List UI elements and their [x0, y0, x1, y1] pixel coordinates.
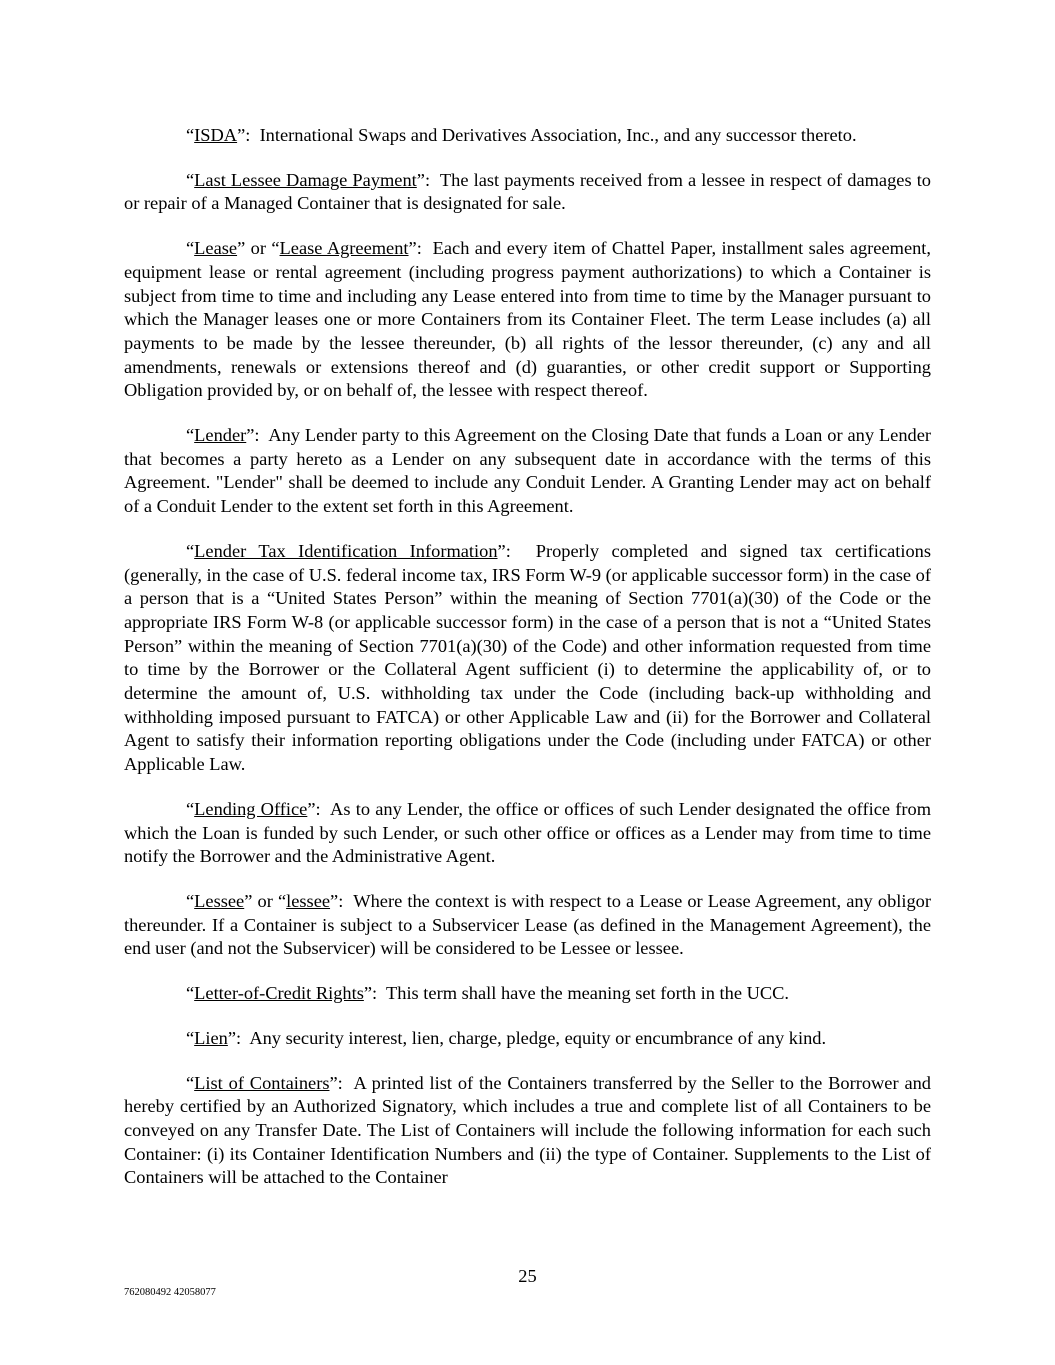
- definition-text: Properly completed and signed tax certifications (generally, in the case of U.S. federal income tax, IRS Form W-9 (or applicable successor form) in the case of a person that is a “United States Person” within the meaning of Section 7701(a)(30) of the Code or the appropriate IRS Form W-8 (or applicable successor form) in the case of a person that is not a “United States Person” within the meaning of Section 7701(a)(30) of the Code) and other information requested from time to time by the Borrower or the Collateral Agent sufficient (i) to determine the applicability of, or to determine the amount of, U.S. withholding tax under the Code (including back-up withholding and withholding imposed pursuant to FATCA) or other Applicable Law and (ii) for the Borrower and Collateral Agent to satisfy their information reporting obligations under the Code (including under FATCA) or other Applicable Law.: [124, 540, 932, 775]
- definition-text: International Swaps and Derivatives Association, Inc., and any successor thereto.: [259, 125, 857, 145]
- definition-isda: “ISDA”: International Swaps and Derivatives Association, Inc., and any successor thereto.: [186, 125, 857, 145]
- definition-last-lessee-damage-payment: “Last Lessee Damage Payment”: The last payments received from a lessee in respect of damages to or repair of a Managed Container that is designated for sale.: [124, 169, 931, 214]
- defined-term: ISDA: [194, 125, 238, 145]
- defined-term: Letter-of-Credit Rights: [194, 983, 364, 1004]
- document-id: 762080492 42058077: [124, 1287, 216, 1298]
- definition-text: Any security interest, lien, charge, pledge, equity or encumbrance of any kind.: [249, 1027, 827, 1048]
- page-number: 25: [518, 1266, 537, 1286]
- definition-text: Where the context is with respect to a Lease or Lease Agreement, any obligor thereunder. If a Container is subject to a Subservicer Lease (as defined in the Management Agreement), the end user (and not the Subservicer) will be considered to be Lessee or lessee.: [124, 890, 932, 959]
- defined-term: Last Lessee Damage Payment: [194, 169, 417, 190]
- defined-term: Lending Office: [194, 798, 308, 819]
- defined-term: Lease: [194, 238, 238, 259]
- defined-term: Lessee: [194, 890, 245, 911]
- defined-term: Lien: [194, 1027, 228, 1048]
- definition-text: Any Lender party to this Agreement on the Closing Date that funds a Loan or any Lender that becomes a party hereto as a Lender on any subsequent date in accordance with the terms of this Agreement. "Lender" shall be deemed to include any Conduit Lender. A Granting Lender may act on behalf of a Conduit Lender to the extent set forth in this Agreement.: [124, 425, 932, 517]
- definition-text: As to any Lender, the office or offices of such Lender designated the office from which the Loan is funded by such Lender, or such other office or offices as a Lender may from time to time notify the Borrower and the Administrative Agent.: [124, 798, 931, 867]
- definition-lease: “Lease” or “Lease Agreement”: Each and every item of Chattel Paper, installment sales agreement, equipment lease or rental agreement (including progress payment authorizations) to which a Container is subject from time to time and including any Lease entered into from time to time by the Manager pursuant to which the Manager leases one or more Containers from its Container Fleet. The term Lease includes (a) all payments to be made by the lessee thereunder, (b) all rights of the lessor thereunder, (c) any and all amendments, renewals or extensions thereof and (d) guaranties, or other credit support or Supporting Obligation provided by, or on behalf of, the lessee with respect thereof.: [124, 238, 932, 401]
- defined-term: Lender Tax Identification Information: [194, 540, 498, 561]
- defined-term: List of Containers: [194, 1072, 330, 1093]
- definition-text: Each and every item of Chattel Paper, installment sales agreement, equipment lease or rental agreement (including progress payment authorizations) to which a Container is subject from time to time and including any Lease entered into from time to time by the Manager pursuant to which the Manager leases one or more Containers from its Container Fleet. The term Lease includes (a) all payments to be made by the lessee thereunder, (b) all rights of the lessor thereunder, (c) any and all amendments, renewals or extensions thereof and (d) guaranties, or other credit support or Supporting Obligation provided by, or on behalf of, the lessee with respect thereof.: [124, 238, 932, 401]
- definition-text: A printed list of the Containers transferred by the Seller to the Borrower and hereby certified by an Authorized Signatory, which includes a true and complete list of all Containers to be conveyed on any Transfer Date. The List of Containers will include the following information for each such Container: (i) its Container Identification Numbers and (ii) the type of Container. Supplements to the List of Containers will be attached to the Container: [124, 1072, 932, 1188]
- definition-list-of-containers: “List of Containers”: A printed list of the Containers transferred by the Seller to the Borrower and hereby certified by an Authorized Signatory, which includes a true and complete list of all Containers to be conveyed on any Transfer Date. The List of Containers will include the following information for each such Container: (i) its Container Identification Numbers and (ii) the type of Container. Supplements to the List of Containers will be attached to the Container: [124, 1072, 932, 1188]
- definition-lender-tax-identification-information: “Lender Tax Identification Information”: Properly completed and signed tax certifications (generally, in the case of U.S. federal income tax, IRS Form W-9 (or applicable successor form) in the case of a person that is a “United States Person” within the meaning of Section 7701(a)(30) of the Code or the appropriate IRS Form W-8 (or applicable successor form) in the case of a person that is not a “United States Person” within the meaning of Section 7701(a)(30) of the Code) and other information requested from time to time by the Borrower or the Collateral Agent sufficient (i) to determine the applicability of, or to determine the amount of, U.S. withholding tax under the Code (including back-up withholding and withholding imposed pursuant to FATCA) or other Applicable Law and (ii) for the Borrower and Collateral Agent to satisfy their information reporting obligations under the Code (including under FATCA) or other Applicable Law.: [124, 540, 932, 775]
- defined-term: Lender: [194, 425, 247, 446]
- definition-lending-office: “Lending Office”: As to any Lender, the office or offices of such Lender designated the office from which the Loan is funded by such Lender, or such other office or offices as a Lender may from time to time notify the Borrower and the Administrative Agent.: [124, 798, 931, 867]
- definition-lien: “Lien”: Any security interest, lien, charge, pledge, equity or encumbrance of any kind.: [186, 1027, 827, 1048]
- definition-lender: “Lender”: Any Lender party to this Agreement on the Closing Date that funds a Loan or any Lender that becomes a party hereto as a Lender on any subsequent date in accordance with the terms of this Agreement. "Lender" shall be deemed to include any Conduit Lender. A Granting Lender may act on behalf of a Conduit Lender to the extent set forth in this Agreement.: [124, 425, 932, 517]
- definition-lessee: “Lessee” or “lessee”: Where the context is with respect to a Lease or Lease Agreement, any obligor thereunder. If a Container is subject to a Subservicer Lease (as defined in the Management Agreement), the end user (and not the Subservicer) will be considered to be Lessee or lessee.: [124, 890, 932, 959]
- definitions-list: [124, 124, 931, 1211]
- definition-letter-of-credit-rights: “Letter-of-Credit Rights”: This term shall have the meaning set forth in the UCC.: [186, 983, 789, 1004]
- defined-term-alt: lessee: [286, 890, 331, 911]
- definition-text: This term shall have the meaning set forth in the UCC.: [386, 983, 789, 1004]
- defined-term-alt: Lease Agreement: [279, 238, 409, 259]
- definition-text: The last payments received from a lessee in respect of damages to or repair of a Managed Container that is designated for sale.: [124, 169, 931, 214]
